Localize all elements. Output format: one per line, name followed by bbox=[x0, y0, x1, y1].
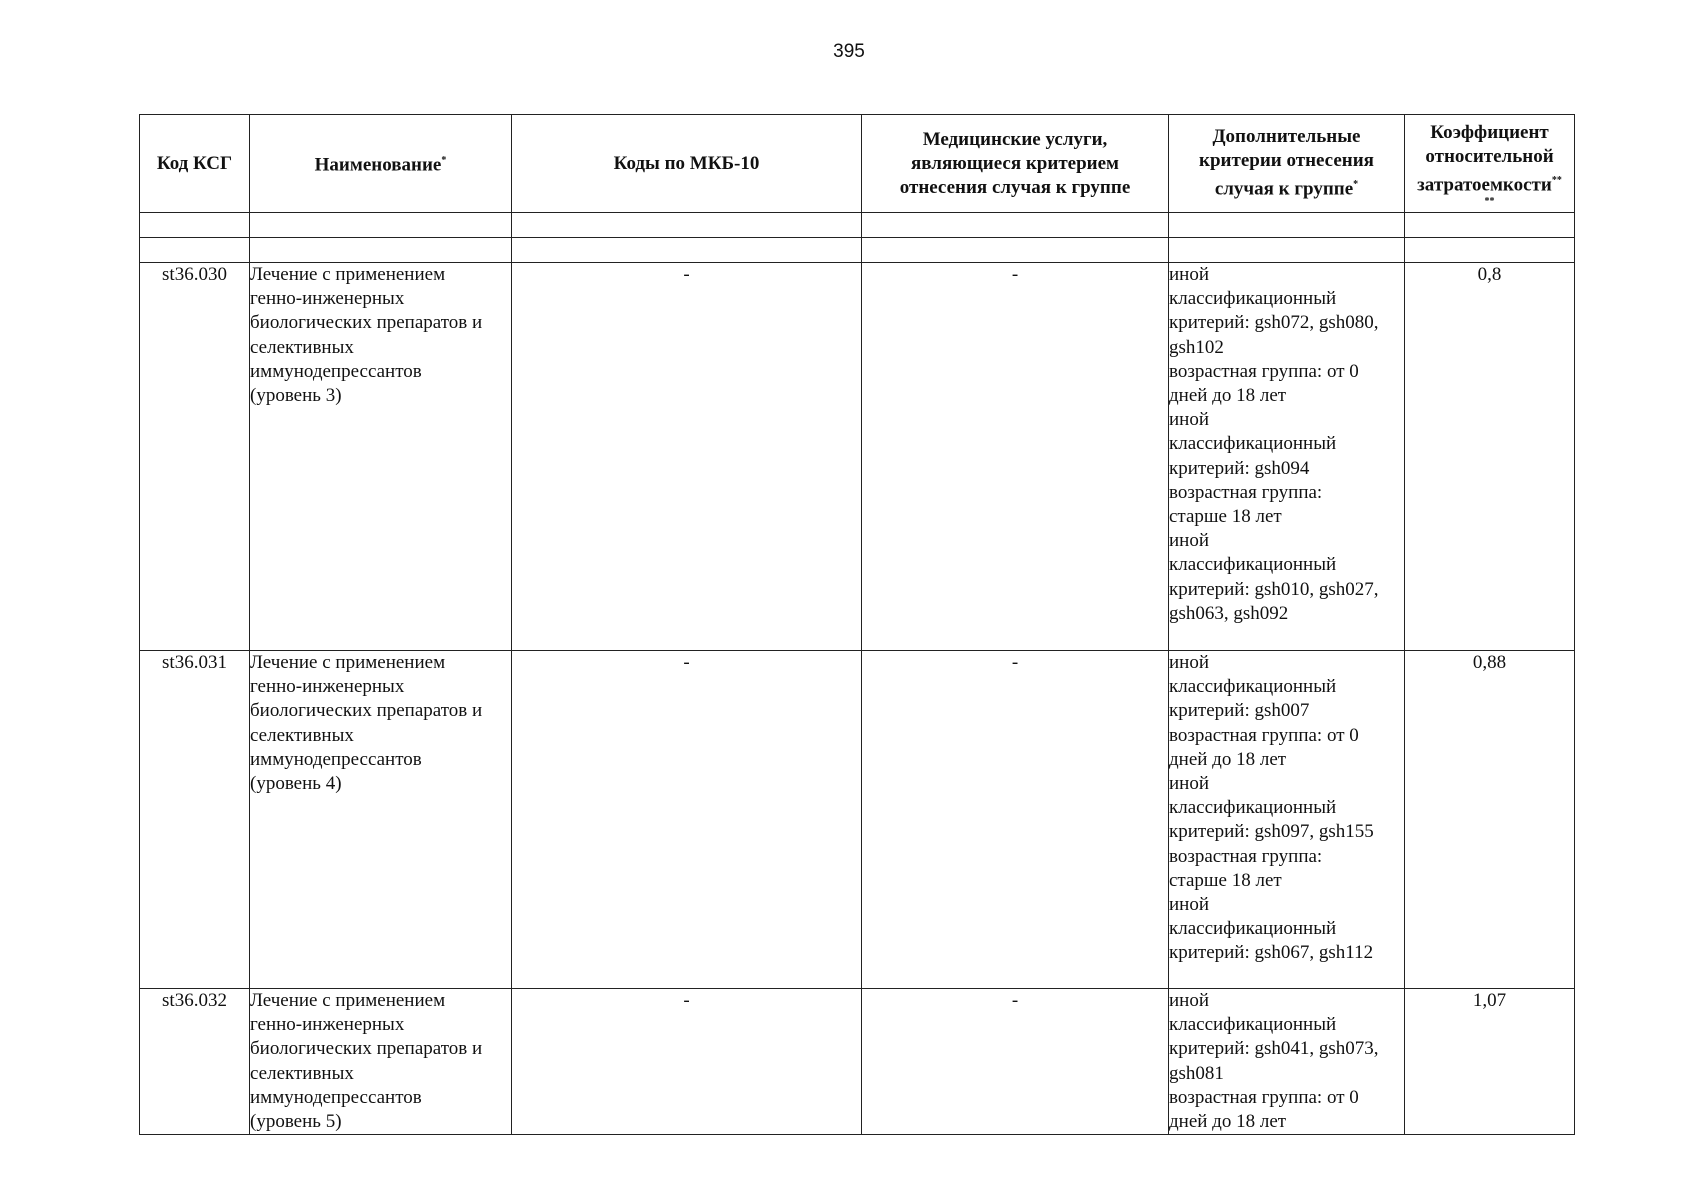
footnote-mark: * bbox=[1353, 179, 1359, 191]
cell-coef: 0,8 bbox=[1405, 263, 1575, 651]
header-code: Код КСГ bbox=[140, 115, 250, 213]
cell-mkb: - bbox=[512, 989, 862, 1135]
cell-mkb: - bbox=[512, 651, 862, 989]
header-coef: Коэффициент относительной затратоемкости** ** bbox=[1405, 115, 1575, 213]
footnote-mark: * bbox=[441, 155, 447, 167]
cell-name: Лечение с применением генно-инженерных биологических препаратов и селективных иммунодепрессантов (уровень 4) bbox=[250, 651, 512, 989]
header-mkb: Коды по МКБ-10 bbox=[512, 115, 862, 213]
spacer-row bbox=[140, 238, 1575, 263]
header-services: Медицинские услуги, являющиеся критерием отнесения случая к группе bbox=[862, 115, 1169, 213]
table-header-row bbox=[140, 115, 1575, 213]
footnote-mark: ** bbox=[1551, 175, 1562, 187]
cell-services: - bbox=[862, 651, 1169, 989]
cell-name: Лечение с применением генно-инженерных биологических препаратов и селективных иммунодепрессантов (уровень 3) bbox=[250, 263, 512, 651]
cell-name: Лечение с применением генно-инженерных биологических препаратов и селективных иммунодепрессантов (уровень 5) bbox=[250, 989, 512, 1135]
cell-code: st36.031 bbox=[140, 651, 250, 989]
header-name: Наименование* bbox=[250, 115, 512, 213]
cell-criteria: иной классификационный критерий: gsh041, gsh073, gsh081 возрастная группа: от 0 дней до 18 лет bbox=[1169, 989, 1405, 1135]
page-number: 395 bbox=[833, 41, 865, 62]
table-row bbox=[140, 989, 1575, 1135]
cell-criteria: иной классификационный критерий: gsh007 возрастная группа: от 0 дней до 18 лет иной классификационный критерий: gsh097, gsh155 возрастная группа: старше 18 лет иной классификационный критерий: gsh067, gsh112 bbox=[1169, 651, 1405, 989]
table-row bbox=[140, 263, 1575, 651]
cell-services: - bbox=[862, 263, 1169, 651]
cell-code: st36.032 bbox=[140, 989, 250, 1135]
cell-coef: 1,07 bbox=[1405, 989, 1575, 1135]
cell-coef: 0,88 bbox=[1405, 651, 1575, 989]
cell-criteria: иной классификационный критерий: gsh072, gsh080, gsh102 возрастная группа: от 0 дней до 18 лет иной классификационный критерий: gsh094 возрастная группа: старше 18 лет иной классификационный критерий: gsh010, gsh027, gsh063, gsh092 bbox=[1169, 263, 1405, 651]
spacer-row bbox=[140, 213, 1575, 238]
cell-mkb: - bbox=[512, 263, 862, 651]
cell-code: st36.030 bbox=[140, 263, 250, 651]
ksg-table bbox=[139, 114, 1575, 1135]
table-row bbox=[140, 651, 1575, 989]
cell-services: - bbox=[862, 989, 1169, 1135]
header-criteria: Дополнительные критерии отнесения случая к группе* bbox=[1169, 115, 1405, 213]
footnote-mark: ** bbox=[1484, 195, 1495, 207]
